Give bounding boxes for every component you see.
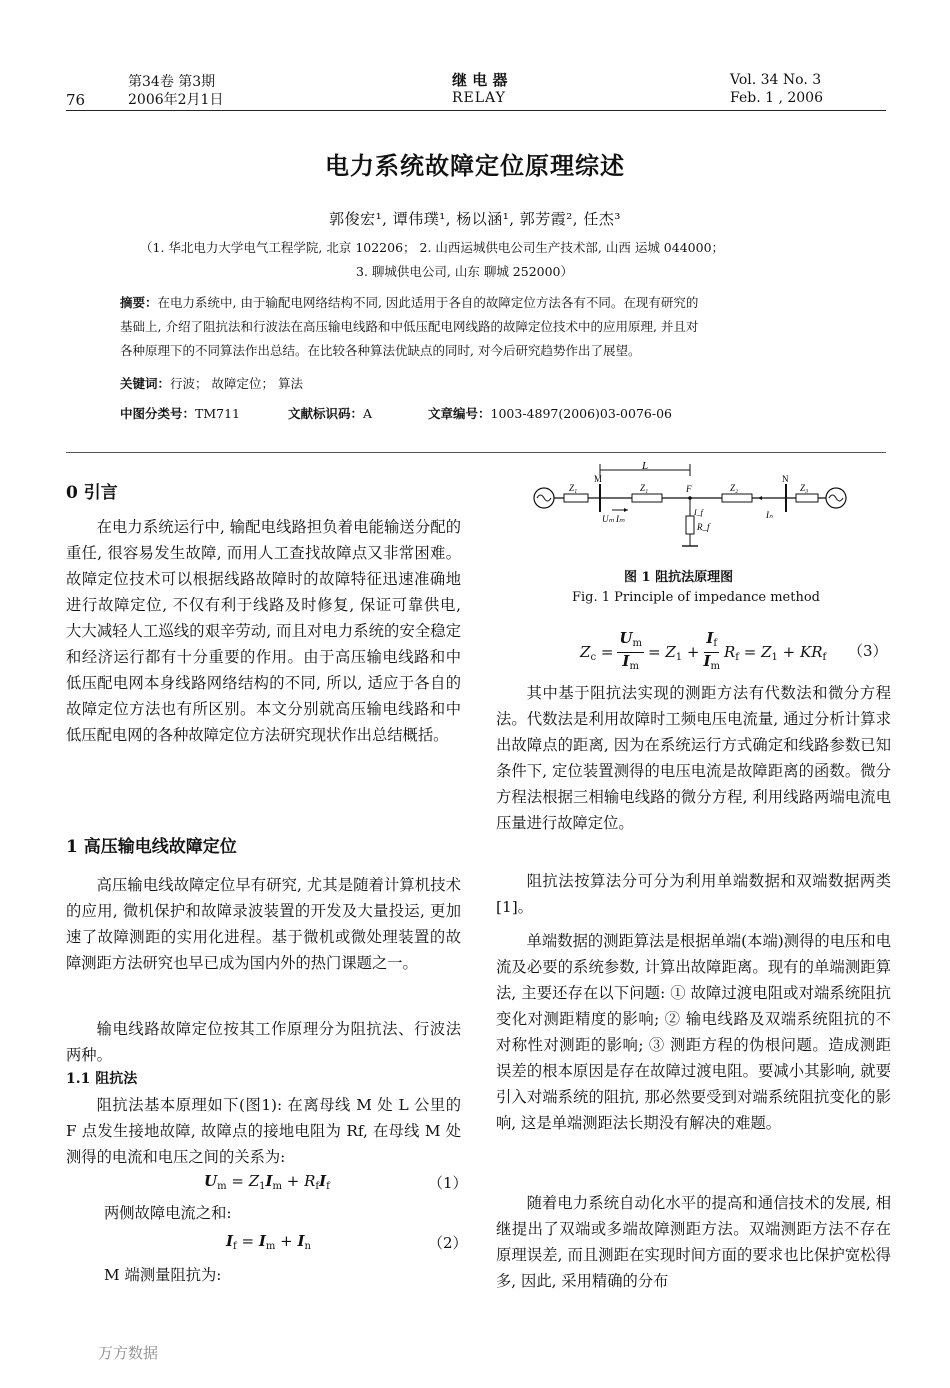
- bus-n-label: N: [782, 474, 789, 484]
- line-impedance-z2-label: Z₂: [730, 483, 739, 493]
- left-source-wave: [537, 495, 551, 501]
- right-source-wave: [829, 495, 843, 501]
- affiliation-line-2: 3. 聊城供电公司, 山东 聊城 252000）: [356, 264, 574, 279]
- article-number: 1003-4897(2006)03-0076-06: [490, 406, 672, 421]
- measured-impedance-label: M 端测量阻抗为:: [104, 1266, 222, 1284]
- volume-cn: 第34卷 第3期: [128, 74, 216, 90]
- abstract-line-3: 各种原理下的不同算法作出总结。在比较各种算法优缺点的同时, 对今后研究趋势作出了展望。: [120, 343, 641, 358]
- author-list: 郭俊宏¹, 谭伟璞¹, 杨以涵¹, 郭芳霞², 任杰³: [329, 210, 621, 228]
- line-impedance-z1-label: Z₁: [640, 483, 649, 493]
- clc-label: 中图分类号：: [120, 406, 196, 421]
- source-impedance-right: [796, 494, 818, 502]
- affiliation-line-1: （1. 华北电力大学电气工程学院, 北京 102206； 2. 山西运城供电公司生产技术部, 山西 运城 044000；: [140, 240, 725, 255]
- section-1-1-heading: 1.1 阻抗法: [66, 1071, 138, 1087]
- source-impedance-left-label: Z₁: [569, 483, 578, 493]
- source-impedance-right-label: Z₃: [800, 483, 809, 493]
- doc-code: A: [363, 406, 373, 421]
- source-watermark: 万方数据: [98, 1344, 159, 1362]
- line-impedance-z1: [632, 494, 662, 502]
- data-source-paragraph: 阻抗法按算法分可分为利用单端数据和双端数据两类[1]。: [496, 872, 891, 916]
- current-im-label: Iₘ: [616, 514, 625, 524]
- header-rule: [66, 110, 886, 111]
- abstract: [120, 291, 840, 363]
- classification-line: [120, 402, 840, 426]
- double-ended-paragraph: 随着电力系统自动化水平的提高和通信技术的发展, 相继提出了双端或多端故障测距方法。双端测距方法不存在原理误差, 而且测距在实现时间方面的要求也比保护宽松得多, 因此, 采用精确的分布: [496, 1194, 891, 1290]
- equation-2: $I_f = I_m + I_n$: [226, 1232, 311, 1252]
- abstract-rule: [66, 452, 886, 453]
- article-number-label: 文章编号：: [428, 406, 491, 421]
- equation-1-number: （1）: [428, 1174, 468, 1192]
- bus-m-label: M: [594, 474, 603, 484]
- abstract-line-1: 在电力系统中, 由于输配电网络结构不同, 因此适用于各自的故障定位方法各有不同。在现有研究的: [157, 295, 699, 310]
- keywords: [120, 372, 303, 396]
- keywords-label: 关键词：: [120, 376, 171, 391]
- section-0-heading: 0 引言: [66, 483, 118, 503]
- volume-en: Vol. 34 No. 3: [730, 72, 822, 88]
- fault-current-sum-label: 两侧故障电流之和:: [104, 1204, 232, 1222]
- current-im-arrowhead: [624, 508, 628, 512]
- figure-caption-en: Fig. 1 Principle of impedance method: [572, 590, 820, 605]
- current-in-label: Iₙ: [766, 510, 773, 520]
- distance-label: L: [642, 460, 649, 472]
- section-1-paragraph-2: 输电线路故障定位按其工作原理分为阻抗法、行波法两种。: [66, 1020, 461, 1064]
- date-en: Feb. 1 , 2006: [730, 90, 823, 106]
- journal-name-cn: 继 电 器: [452, 71, 508, 89]
- paper-title: 电力系统故障定位原理综述: [325, 151, 625, 180]
- equation-2-number: （2）: [428, 1234, 468, 1252]
- intro-paragraph: 在电力系统运行中, 输配电线路担负着电能输送分配的重任, 很容易发生故障, 而用人工查找故障点又非常困难。故障定位技术可以根据线路故障时的故障特征迅速准确地进行故障定位, 不仅有利于线路及时修复, 保证可靠供电, 大大减轻人工巡线的艰辛劳动, 而且对电力系统的安全稳定和经济运行都有十分重要的作用。由于高压输电线路和中低压配电网本身线路网络结构的不同, 所以, 适应于各自的故障定位方法也有所区别。本文分别就高压输电线路和中低压配电网的各种故障定位方法研究现状作出总结概括。: [66, 518, 461, 744]
- date-cn: 2006年2月1日: [128, 92, 224, 108]
- current-in-arrowhead: [758, 496, 762, 500]
- abstract-label: 摘要：: [120, 295, 158, 310]
- impedance-paragraph: 阻抗法基本原理如下(图1): 在离母线 M 处 L 公里的 F 点发生接地故障, 故障点的接地电阻为 Rf, 在母线 M 处测得的电流和电压之间的关系为:: [66, 1096, 461, 1166]
- doc-code-label: 文献标识码：: [287, 406, 363, 421]
- abstract-line-2: 基础上, 介绍了阻抗法和行波法在高压输电线路和中低压配电网线路的故障定位技术中的应用原理, 并且对: [120, 319, 699, 334]
- keywords-text: 行波； 故障定位； 算法: [170, 376, 303, 391]
- line-impedance-z2: [722, 494, 752, 502]
- fault-resistance: [686, 516, 694, 534]
- section-1-heading: 1 高压输电线故障定位: [66, 837, 237, 857]
- impedance-method-diagram: [520, 460, 860, 570]
- equation-1: $U_m = Z_1I_m + R_fI_f$: [204, 1172, 330, 1192]
- figure-caption-cn: 图 1 阻抗法原理图: [624, 570, 734, 585]
- fault-point-label: F: [686, 484, 692, 494]
- impedance-algorithms-paragraph: 其中基于阻抗法实现的测距方法有代数法和微分方程法。代数法是利用故障时工频电压电流量, 通过分析计算求出故障点的距离, 因为在系统运行方式确定和线路参数已知条件下, 定位装置测得的电压电流是故障距离的函数。微分方程法根据三相输电线路的微分方程, 利用线路两端电流电压量进行故障定位。: [496, 684, 891, 832]
- clc-code: TM711: [195, 406, 241, 421]
- fault-resistance-label: R_f: [697, 522, 710, 532]
- equation-3-number: （3）: [848, 642, 888, 660]
- fault-current-label: I_f: [694, 508, 703, 517]
- section-1-paragraph-1: 高压输电线故障定位早有研究, 尤其是随着计算机技术的应用, 微机保护和故障录波装置的开发及大量投运, 更加速了故障测距的实用化进程。基于微机或微处理装置的故障测距方法研究也早已成为国内外的热门课题之一。: [66, 876, 461, 972]
- journal-name-en: RELAY: [452, 90, 506, 106]
- single-ended-paragraph: 单端数据的测距算法是根据单端(本端)测得的电压和电流及必要的系统参数, 计算出故障距离。现有的单端测距算法, 主要还存在以下问题: ① 故障过渡电阻或对端系统阻抗变化对测距精度的影响; ② 输电线路及双端系统阻抗的不对称性对测距的影响; ③ 测距方程的伪根问题。造成测距误差的根本原因是存在故障过渡电阻。要减小其影响, 就要引入对端系统的阻抗, 那必然要受到对端系统阻抗变化的影响, 这是单端测距法长期没有解决的难题。: [496, 932, 891, 1132]
- equation-3: $Z_c$ = $\frac{U_m}{I_m}$ = $Z_1$ + $\frac{I_f}{I_m}$ $R_f = Z_1 + KR_f$: [580, 629, 827, 672]
- voltage-um-label: Uₘ: [602, 514, 615, 524]
- source-impedance-left: [564, 494, 588, 502]
- page-number: 76: [66, 91, 86, 109]
